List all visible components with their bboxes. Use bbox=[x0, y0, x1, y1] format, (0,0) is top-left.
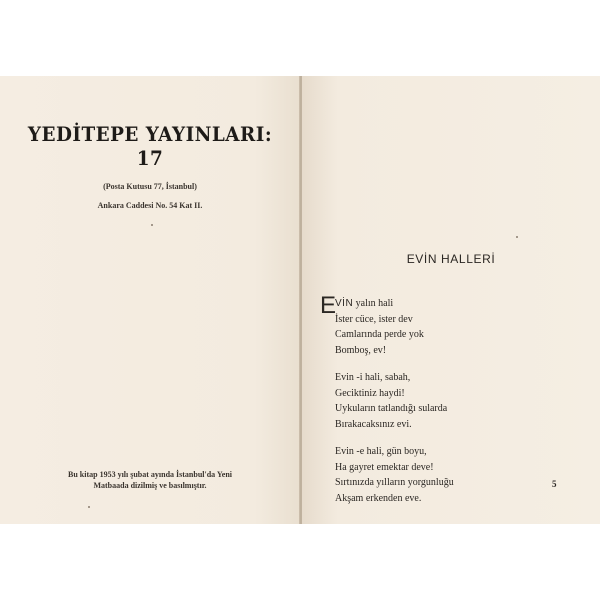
poem-line: Akşam erkenden eve. bbox=[335, 492, 422, 504]
paper-speck bbox=[151, 224, 153, 226]
stanza-1 bbox=[320, 292, 580, 358]
paper-speck bbox=[516, 236, 518, 238]
poem-line: İster cüce, ister dev bbox=[335, 313, 413, 325]
series-title: YEDİTEPE YAYINLARI: 17 bbox=[27, 122, 273, 170]
right-page bbox=[302, 76, 600, 524]
poem-line: Evin -i hali, sabah, bbox=[335, 372, 411, 383]
paper-speck bbox=[88, 506, 90, 508]
poem-line: Bırakacaksınız evi. bbox=[335, 418, 412, 430]
page-number: 5 bbox=[552, 479, 557, 489]
poem-line: Bomboş, ev! bbox=[335, 344, 387, 356]
address-line-1: (Posta Kutusu 77, İstanbul) bbox=[103, 182, 197, 191]
colophon-note: Bu kitap 1953 yılı şubat ayında İstanbul'da Yeni Matbaada dizilmiş ve basılmıştır. bbox=[68, 470, 232, 490]
drop-cap: E bbox=[320, 292, 337, 319]
stanza-3 bbox=[320, 444, 580, 506]
left-page bbox=[0, 76, 300, 524]
stanza-2 bbox=[320, 370, 580, 432]
poem-line: Uykuların tatlandığı sularda bbox=[335, 403, 448, 414]
poem-line: Camlarında perde yok bbox=[335, 329, 424, 340]
address-line-2: Ankara Caddesi No. 54 Kat II. bbox=[97, 201, 203, 210]
poem-line: Evin -e hali, gün boyu, bbox=[335, 446, 427, 457]
poem-line-first bbox=[320, 296, 580, 312]
poem-line: Geciktiniz haydi! bbox=[335, 387, 405, 399]
first-word-rest: VİN bbox=[335, 298, 354, 309]
poem-line: Ha gayret emektar deve! bbox=[335, 461, 434, 473]
first-line-rest: yalın hali bbox=[353, 298, 394, 309]
poem-line: Sırtınızda yılların yorgunluğu bbox=[335, 477, 454, 488]
book-spread bbox=[0, 76, 600, 524]
poem-body bbox=[320, 292, 580, 518]
poem-title: EVİN HALLERİ bbox=[406, 252, 496, 266]
